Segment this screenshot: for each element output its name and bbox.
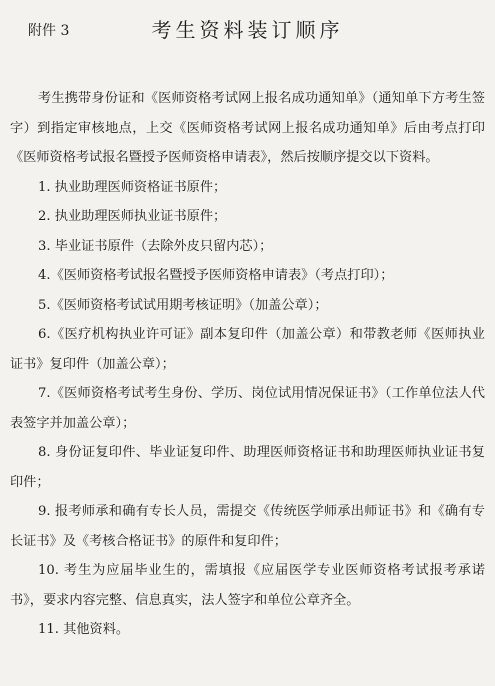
requirements-list [10, 173, 485, 645]
list-item: 7.《医师资格考试考生身份、学历、岗位试用情况保证书》（工作单位法人代表签字并加盖公章）； [10, 386, 485, 431]
document-body [10, 84, 485, 645]
page-title: 考生资料装订顺序 [151, 18, 344, 42]
list-item: 1. 执业助理医师资格证书原件； [38, 179, 227, 195]
list-item: 4.《医师资格考试报名暨授予医师资格申请表》（考点打印）； [38, 268, 394, 283]
list-item: 5.《医师资格考试试用期考核证明》（加盖公章）； [38, 297, 328, 313]
list-item: 6.《医疗机构执业许可证》副本复印件（加盖公章）和带教老师《医师执业证书》复印件（加盖公章）； [10, 327, 485, 372]
list-item: 11. 其他资料。 [38, 622, 130, 637]
list-item: 2. 执业助理医师执业证书原件； [38, 209, 227, 224]
list-item: 10. 考生为应届毕业生的，需填报《应届医学专业医师资格考试报考承诺书》，要求内容完整、信息真实，法人签字和单位公章齐全。 [10, 563, 485, 608]
list-item: 8. 身份证复印件、毕业证复印件、助理医师资格证书和助理医师执业证书复印件； [10, 445, 485, 490]
list-item: 9. 报考师承和确有专长人员，需提交《传统医学师承出师证书》和《确有专长证书》及《考核合格证书》的原件和复印件； [10, 504, 485, 549]
attachment-label: 附件 3 [28, 23, 70, 39]
list-item: 3. 毕业证书原件（去除外皮只留内芯）； [38, 238, 273, 254]
intro-paragraph: 考生携带身份证和《医师资格考试网上报名成功通知单》（通知单下方考生签字）到指定审核地点，上交《医师资格考试网上报名成功通知单》后由考点打印《医师资格考试报名暨授予医师资格申请表》，然后按顺序提交以下资料。 [10, 91, 485, 165]
